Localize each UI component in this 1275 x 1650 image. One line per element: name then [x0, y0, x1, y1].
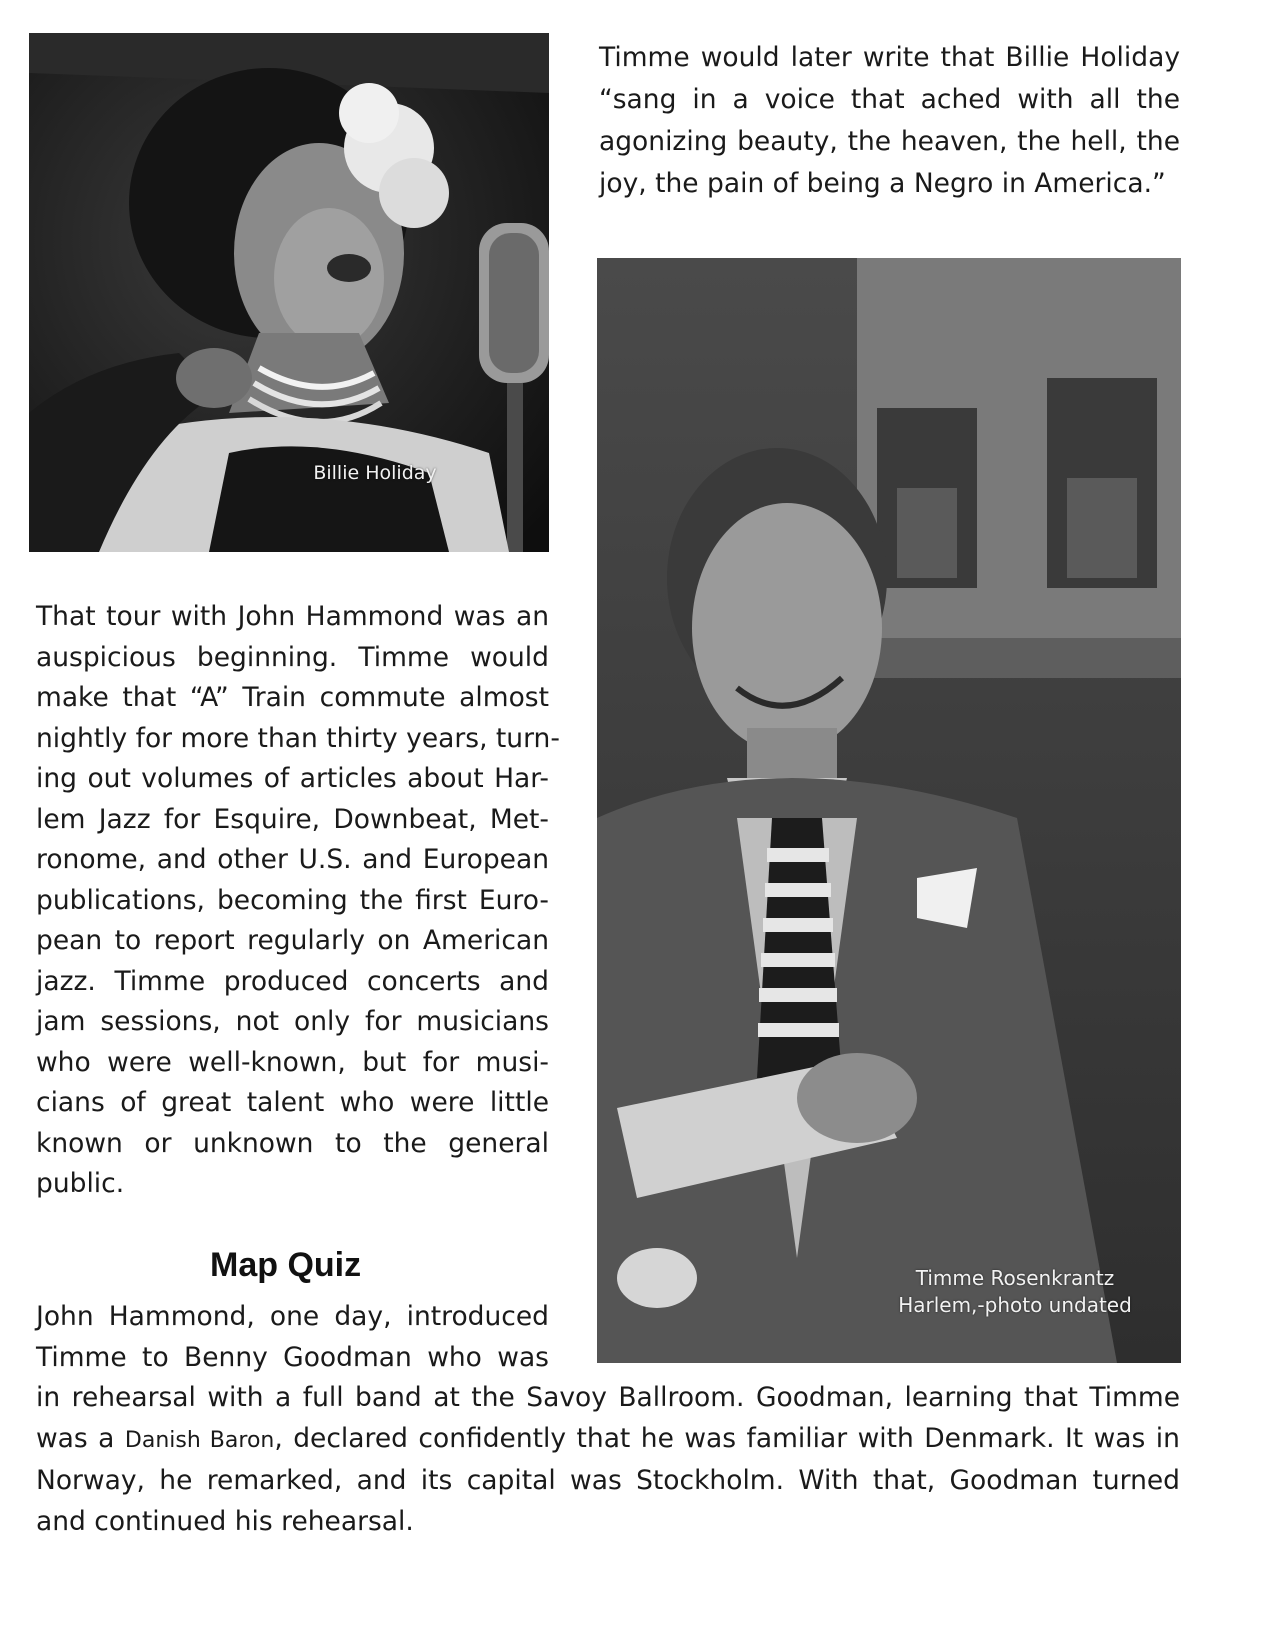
map-quiz-paragraph-wide: [36, 1378, 1180, 1542]
timme-rosenkrantz-photo: [597, 258, 1181, 1363]
tour-line: That tour with John Hammond was an: [36, 601, 549, 632]
tour-line: jazz. Timme produced concerts and: [36, 965, 549, 997]
tour-line: who were well-known, but for musi-: [36, 1046, 549, 1078]
tour-line: public.: [36, 1168, 125, 1199]
billie-holiday-illustration: [29, 33, 549, 552]
holiday-quote-paragraph: [599, 37, 1180, 205]
tour-line: lem Jazz for Esquire, Downbeat, Met-: [36, 803, 549, 835]
map-quiz-line: Norway, he remarked, and its capital was Stockholm. With that, Goodman turned: [36, 1465, 1180, 1496]
line-suffix: , declared confidently that he was familiar with Denmark. It was in: [274, 1422, 1180, 1454]
line-prefix: was a: [36, 1422, 115, 1454]
tour-line: publications, becoming the first Euro-: [36, 884, 549, 916]
caption-name: Timme Rosenkrantz: [915, 1266, 1115, 1290]
map-quiz-line: Timme to Benny Goodman who was: [36, 1342, 549, 1373]
danish-baron-text: Danish Baron: [124, 1427, 275, 1453]
map-quiz-line: John Hammond, one day, introduced: [36, 1301, 549, 1332]
map-quiz-line: and continued his rehearsal.: [36, 1505, 414, 1537]
quote-line: Timme would later write that Billie Holiday: [599, 42, 1180, 73]
tour-paragraph: [36, 597, 560, 1205]
map-quiz-paragraph-narrow: [36, 1296, 549, 1378]
tour-line: nightly for more than thirty years, turn-: [36, 722, 560, 754]
map-quiz-line: [36, 1419, 1180, 1462]
tour-line: ronome, and other U.S. and European: [36, 844, 549, 875]
caption-place-date: Harlem,-photo undated: [898, 1293, 1132, 1317]
tour-line: jam sessions, not only for musicians: [36, 1006, 549, 1037]
tour-line: pean to report regularly on American: [36, 925, 549, 956]
timme-rosenkrantz-illustration: [597, 258, 1181, 1363]
billie-holiday-caption: Billie Holiday: [313, 462, 437, 484]
quote-line: “sang in a voice that ached with all the: [599, 84, 1180, 115]
tour-line: auspicious beginning. Timme would: [36, 641, 549, 673]
map-quiz-heading: Map Quiz: [210, 1246, 362, 1284]
tour-line: ing out volumes of articles about Har-: [36, 763, 549, 794]
map-quiz-line: in rehearsal with a full band at the Savoy Ballroom. Goodman, learning that Timme: [36, 1382, 1180, 1413]
quote-line: joy, the pain of being a Negro in America.”: [599, 168, 1166, 199]
billie-holiday-photo: [29, 33, 549, 552]
tour-line: make that “A” Train commute almost: [36, 682, 549, 713]
tour-line: cians of great talent who were little: [36, 1087, 549, 1118]
tour-line: known or unknown to the general: [36, 1127, 549, 1159]
quote-line: agonizing beauty, the heaven, the hell, the: [599, 126, 1180, 157]
timme-rosenkrantz-caption: [880, 1265, 1150, 1319]
